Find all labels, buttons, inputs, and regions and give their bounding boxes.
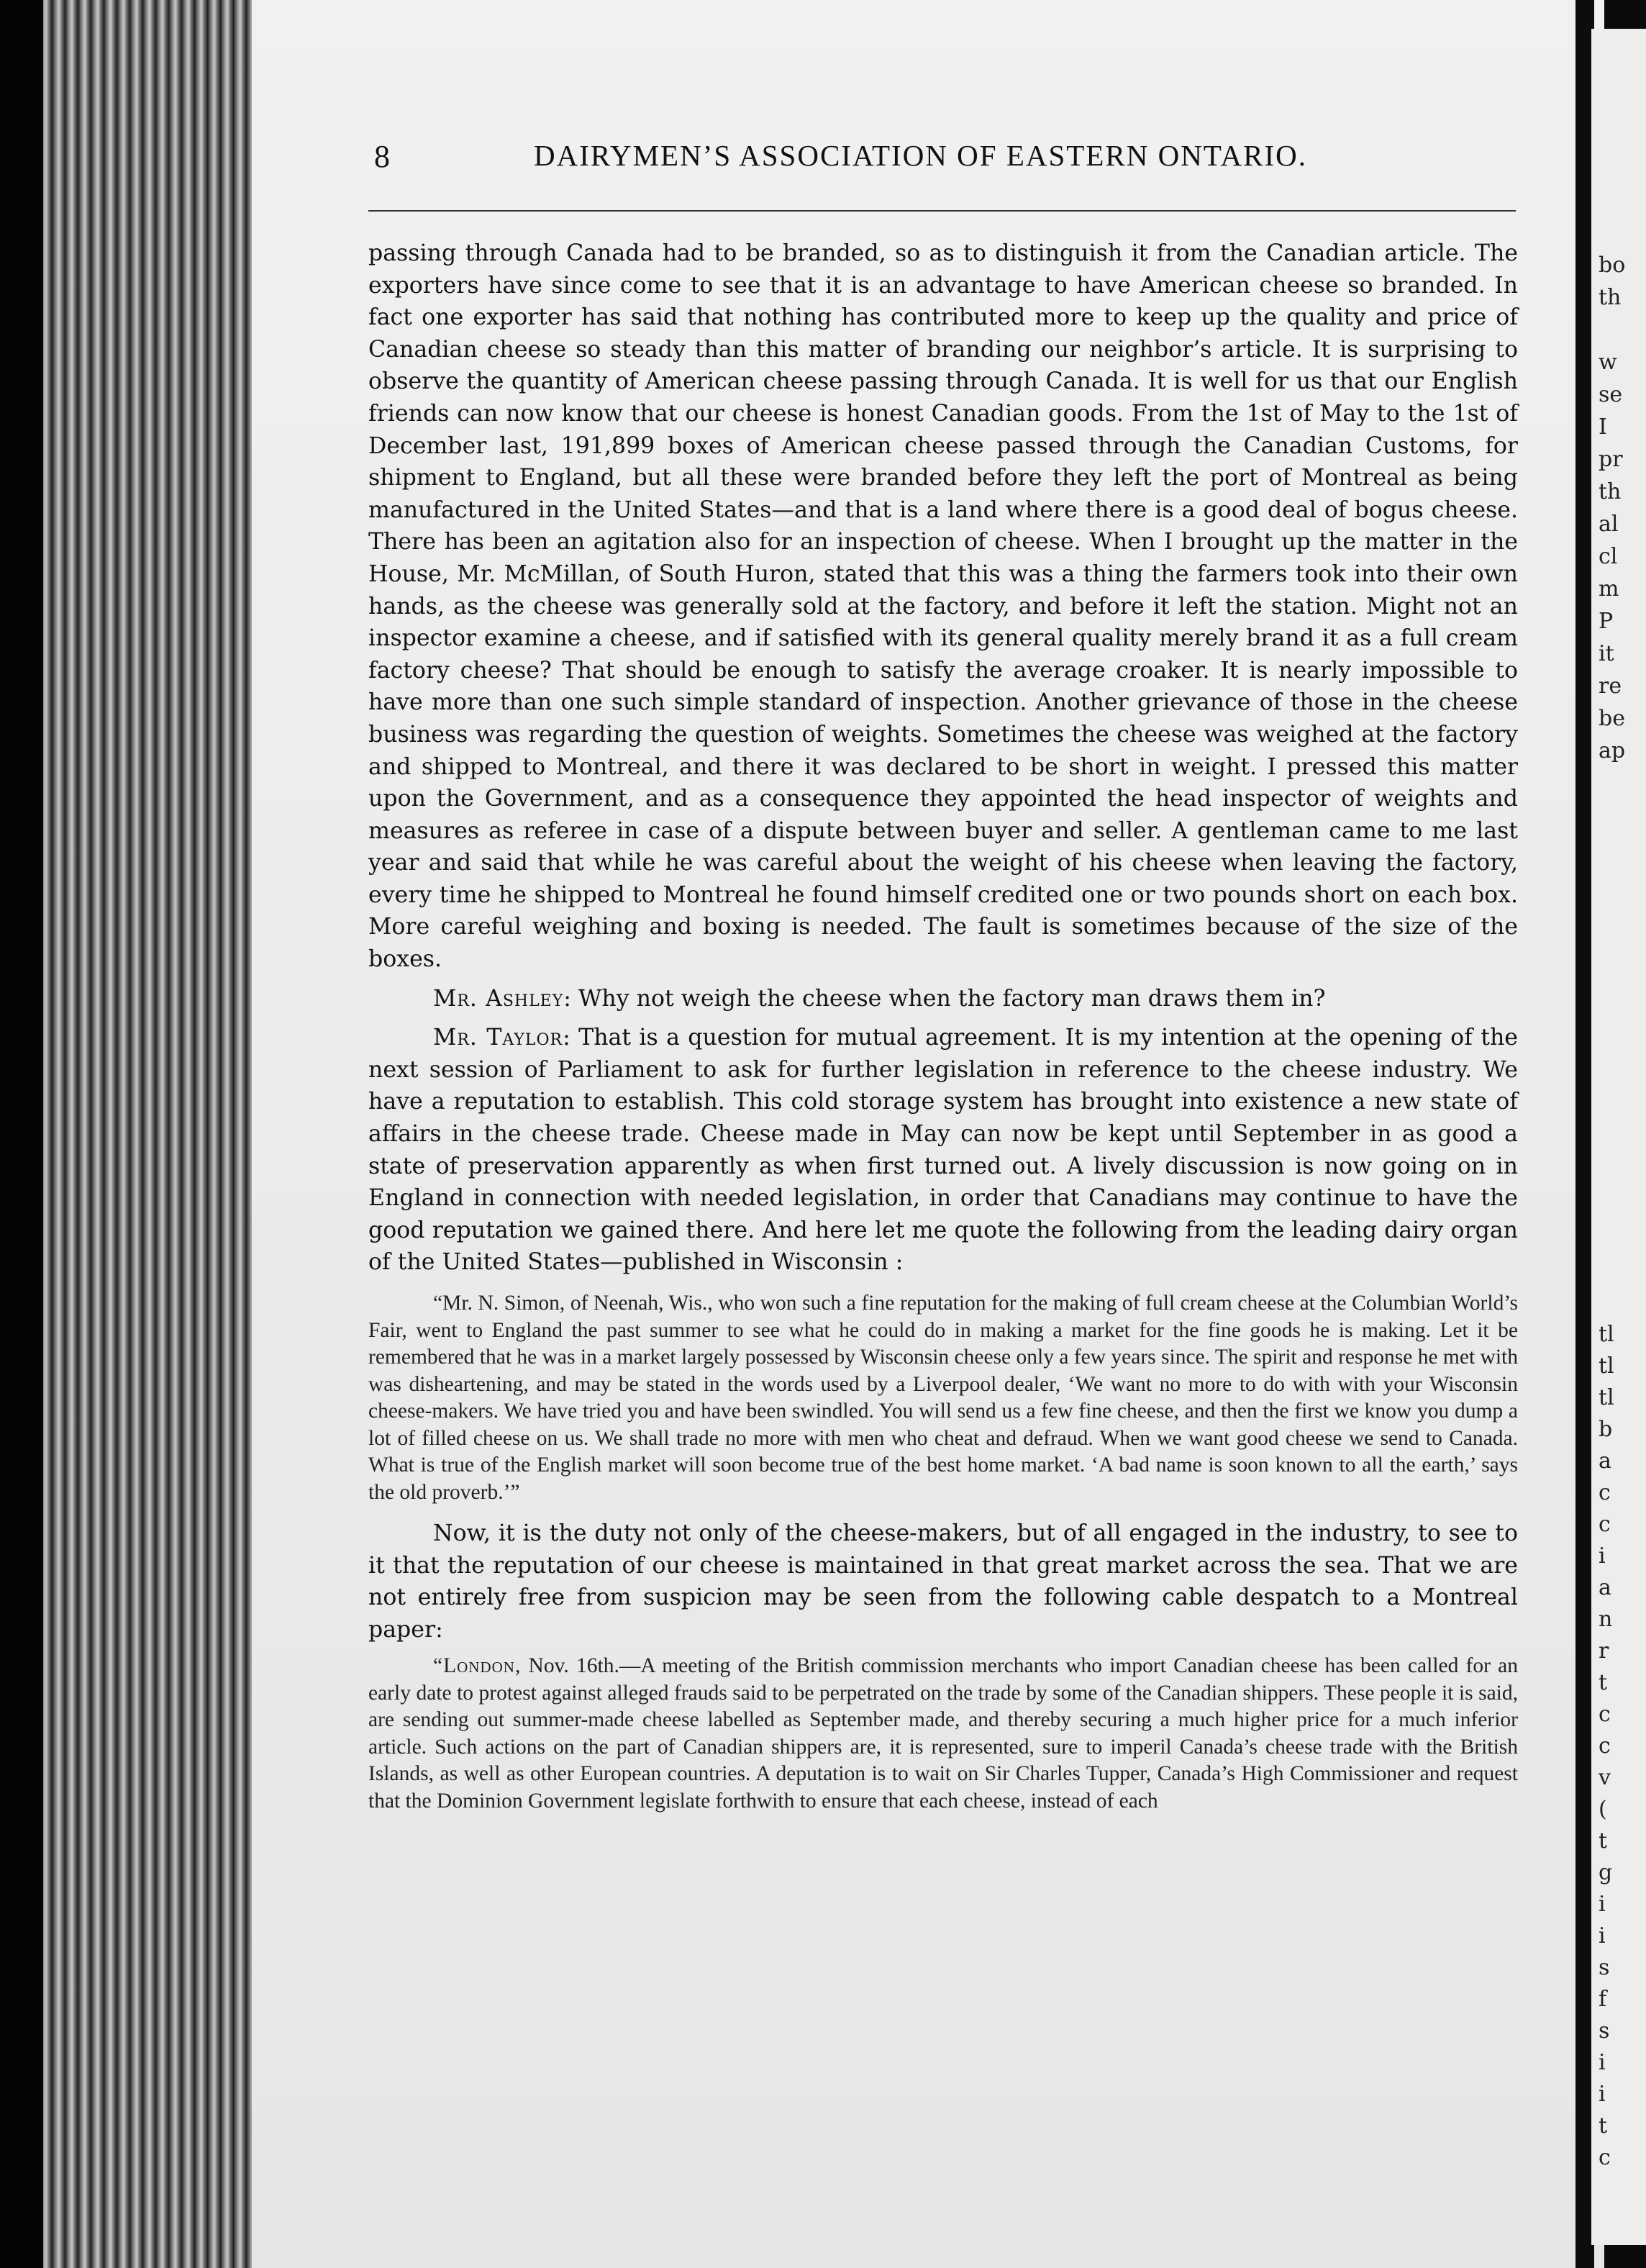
facing-page-fragment: ap — [1599, 738, 1626, 763]
facing-page-fragment: c — [1599, 1480, 1611, 1505]
facing-page-fragment: v — [1599, 1765, 1611, 1790]
facing-page-fragment: i — [1599, 2082, 1606, 2107]
facing-page-fragment: i — [1599, 2050, 1606, 2075]
dateline: “London, — [433, 1654, 522, 1678]
facing-page-fragment: a — [1599, 1575, 1611, 1600]
body-paragraph: passing through Canada had to be branded, so as to distinguish it from the Canadian article. The exporters have since come to see that it is an advantage to have American cheese so branded. In fact one exporter has said that nothing has contributed more to keep up the quality and price of Canadian cheese so steady than this matter of branding our neighbor’s article. It is surprising to observe the quantity of American cheese passing through Canada. It is well for us that our English friends can now know that our cheese is honest Canadian goods. From the 1st of May to the 1st of December last, 191,899 boxes of American cheese passed through the Canadian Customs, for shipment to England, but all these were branded before they left the port of Montreal as being manufactured in the United States—and that is a land where there is a good deal of bogus cheese. There has been an agitation also for an inspection of cheese. When I brought up the matter in the House, Mr. McMillan, of South Huron, stated that this was a thing the farmers took into their own hands, as the cheese was generally sold at the factory, and before it left the station. Might not an inspector examine a cheese, and if satisfied with its general quality merely brand it as a full cream factory cheese? That should be enough to satisfy the average croaker. It is nearly impossible to have more than one such simple standard of inspection. Another grievance of those in the cheese business was regarding the question of weights. Sometimes the cheese was weighed at the factory and shipped to Montreal, and there it was declared to be short in weight. I pressed this matter upon the Government, and as a consequence they appointed the head inspector of weights and measures as referee in case of a dispute between buyer and seller. A gentleman came to me last year and said that while he was careful about the weight of his cheese when leaving the factory, every time he shipped to Montreal he found himself credited one or two pounds short on each box. More careful weighing and boxing is needed. The fault is sometimes because of the size of the boxes. — [368, 240, 1518, 973]
facing-page-fragments-top — [1599, 253, 1625, 771]
facing-page-fragment: ( — [1599, 1797, 1607, 1822]
facing-page-fragment: t — [1599, 1828, 1608, 1854]
facing-page-fragment: tl — [1599, 1322, 1614, 1347]
page-number: 8 — [374, 139, 390, 174]
facing-page-fragment: s — [1599, 1955, 1610, 1980]
dialogue-text: : Why not weigh the cheese when the factory man draws them in? — [563, 985, 1326, 1012]
facing-page-fragment: t — [1599, 2113, 1608, 2138]
facing-page-fragment: b — [1599, 1417, 1613, 1442]
quote-text: Nov. 16th.—A meeting of the British commission merchants who import Canadian cheese has been called for an early date to protest against alleged frauds said to be perpetrated on the trade by some of the Canadian shippers. These people it is said, are sending out summer-made cheese labelled as September made, and thereby securing a much higher price for a much inferior article. Such actions on the part of Canadian shippers are, it is represented, sure to imperil Canada’s cheese trade with the British Islands, as well as other European countries. A deputation is to wait on Sir Charles Tupper, Canada’s High Commissioner and request that the Dominion Government legislate forthwith to ensure that each cheese, instead of each — [368, 1654, 1519, 1813]
running-title: DAIRYMEN’S ASSOCIATION OF EASTERN ONTARIO. — [534, 139, 1308, 172]
facing-page-fragment: c — [1599, 1702, 1611, 1727]
header-rule — [368, 210, 1516, 212]
block-quote-wisconsin: “Mr. N. Simon, of Neenah, Wis., who won such a fine reputation for the making of full cream cheese at the Columbian World’s Fair, went to England the past summer to see what he could do in making a market for the fine goods he is making. Let it be remembered that he was in a market largely possessed by Wisconsin cheese only a few years since. The spirit and response he met with was disheartening, and may be stated in the words used by a Liverpool dealer, ‘We want no more to do with with your Wisconsin cheese-makers. We have tried you and have been swindled. You will send us a few fine cheese, and then the first we know you dump a lot of filled cheese on us. We shall trade no more with men who cheat and defraud. When we want good cheese we send to Canada. What is true of the English market will soon become true of the best home market. ‘A bad name is soon known to all the earth,’ says the old proverb.’” — [368, 1292, 1518, 1504]
facing-page-fragment: w — [1599, 350, 1617, 375]
facing-page-fragment: th — [1599, 285, 1622, 310]
facing-page-fragment: c — [1599, 1733, 1611, 1759]
facing-page-fragment: c — [1599, 1512, 1611, 1537]
speaker-name: Mr. Taylor — [433, 1025, 563, 1051]
scan-border — [0, 0, 43, 2268]
facing-page-fragment — [1599, 318, 1625, 350]
facing-page-fragment: n — [1599, 1607, 1613, 1632]
facing-page-fragment: th — [1599, 479, 1622, 504]
facing-page-fragment: g — [1599, 1860, 1613, 1885]
dialogue-text: : That is a question for mutual agreement. It is my intention at the opening of the next session of Parliament to ask for further legislation in reference to the cheese industry. We have a reputation to establish. This cold storage system has brought into existence a new state of affairs in the cheese trade. Cheese made in May can now be kept until September in as good a state of preservation apparently as when first turned out. A lively discussion is now going on in England in connection with needed legislation, in order that Canadians may continue to have the good reputation we gained there. And here let me quote the following from the leading dairy organ of the United States—published in Wisconsin : — [368, 1025, 1518, 1276]
facing-page-fragment: r — [1599, 1638, 1609, 1664]
dialogue-ashley — [368, 983, 1518, 1015]
facing-page-fragment: i — [1599, 1543, 1606, 1569]
facing-page-fragment: f — [1599, 1987, 1607, 2012]
facing-page-fragment: t — [1599, 1670, 1608, 1695]
facing-page-fragment: i — [1599, 1923, 1606, 1949]
page-body — [368, 237, 1518, 1815]
page-header — [367, 138, 1518, 178]
facing-page-fragments-bottom — [1599, 1323, 1614, 2177]
facing-page-fragment: se — [1599, 382, 1623, 407]
body-paragraph: Now, it is the duty not only of the cheese-makers, but of all engaged in the industry, to see to it that the reputation of our cheese is maintained in that great market across the sea. That we are not entirely free from suspicion may be seen from the following cable despatch to a Montreal paper: — [368, 1520, 1518, 1643]
facing-page-fragment: al — [1599, 512, 1619, 537]
block-quote-london — [368, 1653, 1518, 1815]
facing-page-fragment: re — [1599, 673, 1622, 699]
facing-page-fragment: a — [1599, 1448, 1611, 1474]
facing-page-fragment: s — [1599, 2018, 1610, 2044]
facing-page-fragment: m — [1599, 576, 1619, 602]
facing-page-fragment: c — [1599, 2145, 1611, 2170]
facing-page-fragment: cl — [1599, 544, 1618, 569]
speaker-name: Mr. Ashley — [433, 985, 564, 1012]
facing-page-fragment: tl — [1599, 1385, 1614, 1410]
facing-page-fragment: I — [1599, 414, 1607, 440]
facing-page-fragment: bo — [1599, 253, 1626, 278]
dialogue-taylor — [368, 1022, 1518, 1279]
facing-page-fragment: P — [1599, 609, 1614, 634]
facing-page-fragment: it — [1599, 641, 1614, 666]
facing-page-fragment: pr — [1599, 447, 1623, 472]
facing-page-fragment: tl — [1599, 1353, 1614, 1379]
facing-page-fragment: i — [1599, 1892, 1606, 1917]
facing-page-fragment: be — [1599, 706, 1625, 731]
